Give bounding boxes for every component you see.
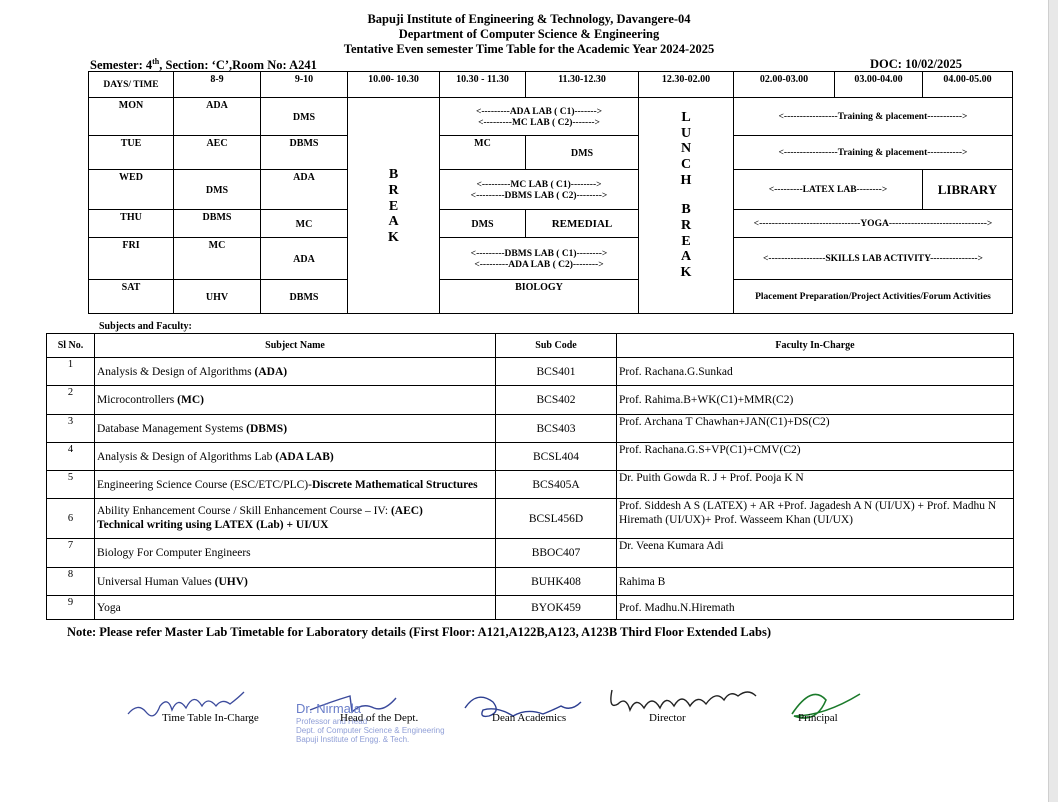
- table-row: [47, 539, 1014, 568]
- lab-cell: <---------DBMS LAB ( C1)--------> <---------ADA LAB ( C2)-------->: [440, 238, 639, 280]
- faculty: Prof. Rahima.B+WK(C1)+MMR(C2): [617, 386, 1014, 415]
- subject-code: BUHK408: [496, 568, 617, 596]
- break-column: [348, 98, 440, 314]
- subject-name: Microcontrollers (MC): [95, 386, 496, 415]
- row-number: 1: [47, 358, 95, 386]
- dean-sign: Dean Academics: [492, 712, 567, 724]
- day-cell: MON: [89, 98, 174, 136]
- class-cell: DMS: [261, 98, 348, 136]
- faculty: Prof. Siddesh A S (LATEX) + AR +Prof. Jagadesh A N (UI/UX) + Prof. Madhu N Hiremath (UI/UX)+ Prof. Wasseem Khan (UI/UX): [617, 499, 1014, 539]
- faculty: Prof. Madhu.N.Hiremath: [617, 596, 1014, 620]
- director-sign: Director: [649, 712, 686, 724]
- lab-note: Note: Please refer Master Lab Timetable for Laboratory details (First Floor: A121,A122B,A123, A123B Third Floor Extended Labs): [67, 625, 771, 639]
- faculty: Prof. Rachana.G.Sunkad: [617, 358, 1014, 386]
- subject-name: Analysis & Design of Algorithms (ADA): [95, 358, 496, 386]
- subject-code: BCSL456D: [496, 499, 617, 539]
- scrollbar[interactable]: [1048, 0, 1058, 802]
- row-number: 7: [47, 539, 95, 568]
- semester-sup: th: [152, 57, 160, 66]
- subject-code: BYOK459: [496, 596, 617, 620]
- institute-name: Bapuji Institute of Engineering & Technology, Davangere-04: [367, 12, 691, 26]
- subject-name: Analysis & Design of Algorithms Lab (ADA LAB): [95, 443, 496, 471]
- subject-code: BCS405A: [496, 471, 617, 499]
- slot-header: 04.00-05.00: [923, 72, 1013, 98]
- hod-stamp-name: Dr. Nirmala: [296, 701, 362, 716]
- row-number: 4: [47, 443, 95, 471]
- class-cell: DMS: [174, 170, 261, 210]
- row-wed: [89, 170, 1013, 210]
- class-cell: DMS: [526, 136, 639, 170]
- slot-header: 9-10: [261, 72, 348, 98]
- class-cell: MC: [261, 210, 348, 238]
- row-sat: [89, 280, 1013, 314]
- afternoon-cell: <-----------------Training & placement----------->: [734, 136, 1013, 170]
- corner-cell: DAYS/ TIME: [89, 72, 174, 98]
- subject-name: Yoga: [95, 596, 496, 620]
- row-number: 6: [47, 499, 95, 539]
- subject-name: Database Management Systems (DBMS): [95, 415, 496, 443]
- table-row: [47, 358, 1014, 386]
- section-room: , Section: ‘C’,Room No: A241: [159, 58, 317, 73]
- class-cell: UHV: [174, 280, 261, 314]
- row-number: 3: [47, 415, 95, 443]
- row-fri: [89, 238, 1013, 280]
- class-cell: DBMS: [261, 136, 348, 170]
- faculty: Rahima B: [617, 568, 1014, 596]
- subject-code: BCS401: [496, 358, 617, 386]
- slot-header: 03.00-04.00: [835, 72, 923, 98]
- row-mon: [89, 98, 1013, 136]
- column-header: Faculty In-Charge: [617, 334, 1014, 358]
- afternoon-cell: <-----------------Training & placement----------->: [734, 98, 1013, 136]
- slot-header: 10.00- 10.30: [348, 72, 440, 98]
- class-cell: BIOLOGY: [440, 280, 639, 314]
- subjects-label: Subjects and Faculty:: [99, 321, 192, 332]
- subjects-table: [46, 333, 1014, 620]
- doc-date: DOC: 10/02/2025: [870, 57, 963, 71]
- afternoon-cell: <---------LATEX LAB-------->: [734, 170, 923, 210]
- row-number: 9: [47, 596, 95, 620]
- class-cell: MC: [440, 136, 526, 170]
- table-row: [47, 386, 1014, 415]
- break-label: B R E A K: [388, 167, 399, 245]
- lunch-break-label: L U N C H B R E A K: [680, 110, 692, 281]
- day-cell: SAT: [89, 280, 174, 314]
- class-cell: DBMS: [261, 280, 348, 314]
- subject-name: Engineering Science Course (ESC/ETC/PLC)-Discrete Mathematical Structures: [95, 471, 496, 499]
- subjects-header-row: [47, 334, 1014, 358]
- timetable-title: Tentative Even semester Time Table for the Academic Year 2024-2025: [343, 42, 715, 56]
- afternoon-cell: <--------------------------------YOGA------------------------------->: [734, 210, 1013, 238]
- timetable-header-row: [89, 72, 1013, 98]
- lab-cell: <---------ADA LAB ( C1)-------> <---------MC LAB ( C2)------->: [440, 98, 639, 136]
- day-cell: TUE: [89, 136, 174, 170]
- faculty: Dr. Veena Kumara Adi: [617, 539, 1014, 568]
- class-cell: ADA: [261, 238, 348, 280]
- table-row: [47, 499, 1014, 539]
- subject-code: BCSL404: [496, 443, 617, 471]
- subject-name: Ability Enhancement Course / Skill Enhancement Course – IV: (AEC) Technical writing using LATEX (Lab) + UI/UX: [95, 499, 496, 539]
- subject-name: Biology For Computer Engineers: [95, 539, 496, 568]
- hod-stamp: Professor and Head Dept. of Computer Science & Engineering Bapuji Institute of Engg. & Tech.: [296, 717, 445, 744]
- table-row: [47, 443, 1014, 471]
- row-number: 2: [47, 386, 95, 415]
- slot-header: 8-9: [174, 72, 261, 98]
- slot-header: 12.30-02.00: [639, 72, 734, 98]
- lab-cell: <---------MC LAB ( C1)--------> <---------DBMS LAB ( C2)-------->: [440, 170, 639, 210]
- class-cell: AEC: [174, 136, 261, 170]
- table-row: [47, 596, 1014, 620]
- column-header: Sl No.: [47, 334, 95, 358]
- faculty: Prof. Archana T Chawhan+JAN(C1)+DS(C2): [617, 415, 1014, 443]
- principal-sign: Principal: [798, 712, 838, 724]
- library-cell: LIBRARY: [923, 170, 1013, 210]
- table-row: [47, 471, 1014, 499]
- column-header: Subject Name: [95, 334, 496, 358]
- subject-code: BBOC407: [496, 539, 617, 568]
- hod-sign: Head of the Dept.: [340, 712, 419, 724]
- row-thu: [89, 210, 1013, 238]
- subject-code: BCS402: [496, 386, 617, 415]
- faculty: Dr. Puith Gowda R. J + Prof. Pooja K N: [617, 471, 1014, 499]
- row-tue: [89, 136, 1013, 170]
- timetable-incharge-sign: Time Table In-Charge: [162, 712, 259, 724]
- day-cell: FRI: [89, 238, 174, 280]
- class-cell: ADA: [174, 98, 261, 136]
- day-cell: THU: [89, 210, 174, 238]
- row-number: 5: [47, 471, 95, 499]
- afternoon-cell: Placement Preparation/Project Activities/Forum Activities: [734, 280, 1013, 314]
- subject-code: BCS403: [496, 415, 617, 443]
- subject-name: Universal Human Values (UHV): [95, 568, 496, 596]
- class-cell: DBMS: [174, 210, 261, 238]
- class-cell: REMEDIAL: [526, 210, 639, 238]
- slot-header: 10.30 - 11.30: [440, 72, 526, 98]
- day-cell: WED: [89, 170, 174, 210]
- slot-header: 02.00-03.00: [734, 72, 835, 98]
- table-row: [47, 568, 1014, 596]
- class-cell: ADA: [261, 170, 348, 210]
- slot-header: 11.30-12.30: [526, 72, 639, 98]
- lunch-break-column: [639, 98, 734, 314]
- timetable: [88, 71, 1013, 314]
- semester-label: Semester: 4: [90, 58, 153, 73]
- department-name: Department of Computer Science & Engineering: [398, 27, 660, 41]
- column-header: Sub Code: [496, 334, 617, 358]
- faculty: Prof. Rachana.G.S+VP(C1)+CMV(C2): [617, 443, 1014, 471]
- class-cell: MC: [174, 238, 261, 280]
- class-cell: DMS: [440, 210, 526, 238]
- afternoon-cell: <------------------SKILLS LAB ACTIVITY--------------->: [734, 238, 1013, 280]
- row-number: 8: [47, 568, 95, 596]
- table-row: [47, 415, 1014, 443]
